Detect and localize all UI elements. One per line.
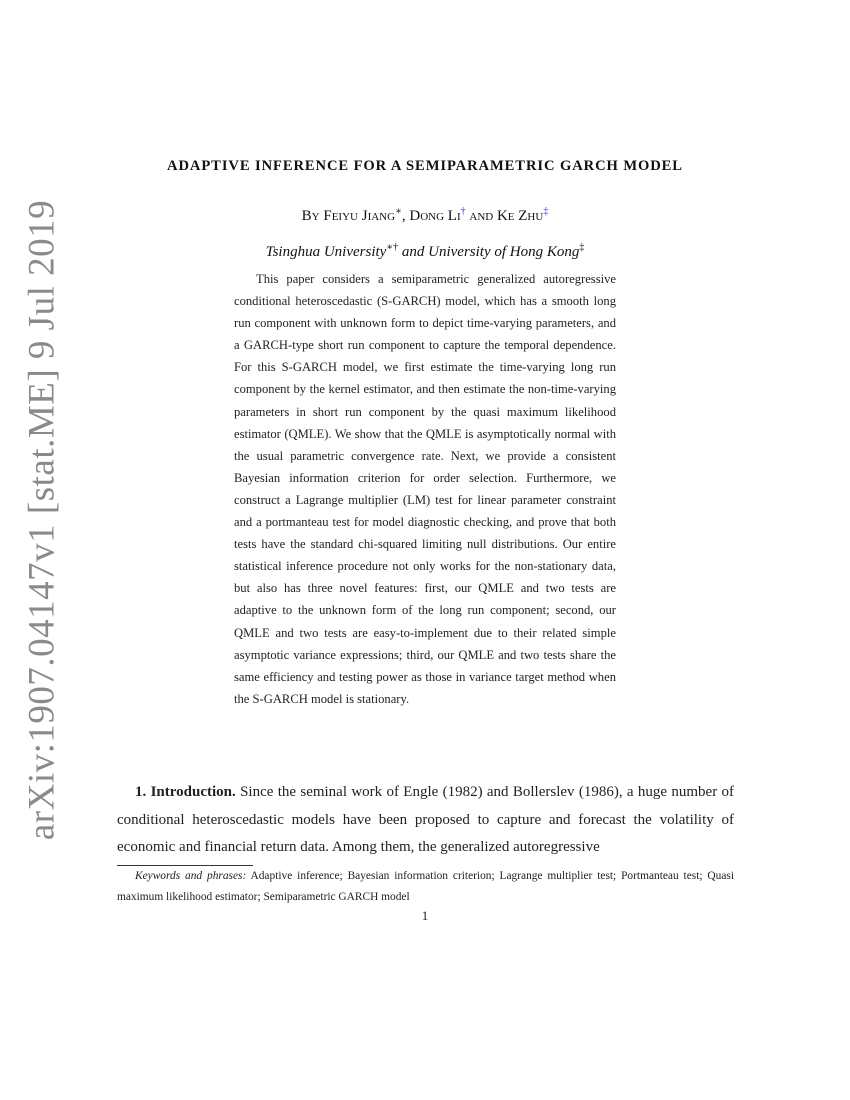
author-li-mark[interactable]: † — [460, 206, 466, 217]
page-number: 1 — [421, 908, 429, 923]
author-li: Dong Li — [409, 208, 461, 224]
arxiv-identifier: arXiv:1907.04147v1 [stat.ME] 9 Jul 2019 — [21, 199, 63, 841]
affiliation-tsinghua: Tsinghua University — [265, 244, 387, 260]
author-jiang: Feiyu Jiang — [323, 208, 396, 224]
affiliation-and: and — [398, 244, 429, 260]
affiliation-hku: University of Hong Kong — [428, 244, 580, 260]
by-label: By — [301, 208, 320, 224]
keywords-label: Keywords and phrases: — [135, 870, 247, 882]
introduction-text: Since the seminal work of Engle (1982) and Bollerslev (1986), a huge number of conditional heteroscedastic models have been proposed to capture and forecast the volatility of economic and financial return data. Among them, the generalized autoregressive — [117, 784, 734, 855]
and-label: and — [465, 208, 497, 224]
keywords-text: Adaptive inference; Bayesian information criterion; Lagrange multiplier test; Portmanteau test; Quasi maximum likelihood estimator; Semiparametric GARCH model — [117, 870, 735, 903]
author-jiang-mark: ∗ — [395, 206, 402, 217]
affiliation-tsinghua-marks: ∗† — [386, 242, 399, 253]
author-zhu: Ke Zhu — [496, 208, 544, 224]
introduction-heading: 1. Introduction. — [135, 784, 236, 800]
affiliation-hku-mark: ‡ — [579, 242, 585, 253]
author-zhu-mark[interactable]: ‡ — [543, 206, 549, 217]
abstract: This paper considers a semiparametric generalized autoregressive conditional heteroscedastic (S-GARCH) model, which has a smooth long run component with unknown form to depict time-varying parameters, and a GARCH-type short run component to capture the temporal dependence. For this S-GARCH model, we first estimate the time-varying long run component by the kernel estimator, and then estimate the non-time-varying parameters in short run component by the quasi maximum likelihood estimator (QMLE). We show that the QMLE is asymptotically normal with the usual parametric convergence rate. Next, we provide a consistent Bayesian information criterion for order selection. Furthermore, we construct a Lagrange multiplier (LM) test for linear parameter constraint and a portmanteau test for model diagnostic checking, and prove that both tests have the standard chi-squared limiting null distributions. Our entire statistical inference procedure not only works for the non-stationary data, but also has three novel features: first, our QMLE and two tests are adaptive to the unknown form of the long run component; second, our QMLE and two tests are easy-to-implement due to their related simple asymptotic variance expressions; third, our QMLE and two tests share the same efficiency and testing power as those in variance target method when the S-GARCH model is stationary. — [234, 272, 616, 706]
affiliation-line — [0, 242, 850, 261]
author-line — [0, 206, 850, 225]
paper-title: ADAPTIVE INFERENCE FOR A SEMIPARAMETRIC GARCH MODEL — [167, 158, 683, 174]
introduction-paragraph — [117, 779, 734, 862]
keywords-footnote — [117, 866, 734, 907]
author-separator: , — [401, 208, 410, 224]
